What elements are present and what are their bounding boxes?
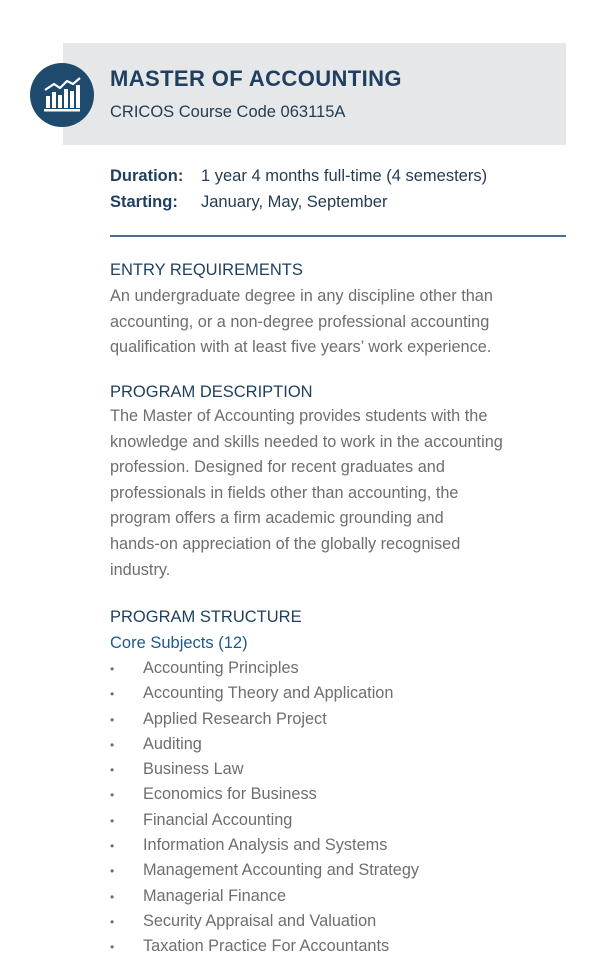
bullet: • bbox=[110, 839, 115, 854]
list-item bbox=[110, 707, 419, 732]
list-item bbox=[110, 858, 419, 883]
list-item bbox=[110, 732, 419, 757]
core-subjects-heading: Core Subjects (12) bbox=[110, 634, 248, 652]
text-line: professionals in fields other than accounting, the bbox=[110, 483, 459, 502]
subject-name: Accounting Theory and Application bbox=[143, 684, 394, 703]
text-line: profession. Designed for recent graduates and bbox=[110, 458, 445, 477]
subject-name: Management Accounting and Strategy bbox=[143, 861, 420, 880]
list-item bbox=[110, 934, 419, 959]
divider bbox=[110, 235, 566, 237]
duration-value: 1 year 4 months full-time (4 semesters) bbox=[201, 167, 488, 185]
course-badge bbox=[30, 63, 94, 127]
page-title: MASTER OF ACCOUNTING bbox=[110, 66, 402, 91]
duration-row bbox=[110, 167, 487, 186]
subject-name: Accounting Principles bbox=[143, 659, 299, 677]
list-item bbox=[110, 808, 419, 833]
list-item bbox=[110, 757, 419, 782]
text-line: An undergraduate degree in any discipline other than bbox=[110, 287, 493, 305]
subject-name: Applied Research Project bbox=[143, 709, 327, 728]
subject-name: Economics for Business bbox=[143, 785, 317, 804]
text-line: industry. bbox=[110, 560, 171, 579]
program-description-text bbox=[110, 404, 570, 583]
core-subjects-list bbox=[110, 656, 419, 960]
subject-name: Auditing bbox=[143, 734, 202, 753]
bullet: • bbox=[110, 687, 115, 702]
bullet: • bbox=[110, 737, 115, 752]
list-item bbox=[110, 884, 419, 909]
bullet: • bbox=[110, 813, 115, 828]
header-band bbox=[63, 43, 566, 145]
list-item bbox=[110, 681, 419, 706]
bullet: • bbox=[110, 864, 115, 879]
list-item bbox=[110, 656, 419, 681]
text-line: The Master of Accounting provides students with the bbox=[110, 407, 488, 425]
list-item bbox=[110, 833, 419, 858]
text-line: hands-on appreciation of the globally recognised bbox=[110, 534, 461, 553]
bullet: • bbox=[110, 914, 115, 929]
bullet: • bbox=[110, 788, 115, 803]
list-item bbox=[110, 782, 419, 807]
subject-name: Business Law bbox=[143, 760, 244, 779]
text-line: qualification with at least five years’ work experience. bbox=[110, 338, 492, 357]
bullet: • bbox=[110, 763, 115, 778]
starting-label: Starting: bbox=[110, 193, 178, 211]
text-line: program offers a firm academic grounding and bbox=[110, 509, 444, 528]
subject-name: Security Appraisal and Valuation bbox=[143, 911, 377, 930]
program-structure-heading: PROGRAM STRUCTURE bbox=[110, 608, 302, 626]
bullet: • bbox=[110, 889, 115, 904]
subject-name: Managerial Finance bbox=[143, 886, 286, 905]
list-item bbox=[110, 909, 419, 934]
subject-name: Taxation Practice For Accountants bbox=[143, 937, 390, 956]
text-line: accounting, or a non-degree professional accounting bbox=[110, 312, 490, 331]
starting-value: January, May, September bbox=[201, 193, 388, 211]
duration-label: Duration: bbox=[110, 167, 184, 185]
subject-name: Financial Accounting bbox=[143, 810, 293, 829]
entry-requirements-text bbox=[110, 284, 570, 361]
bullet: • bbox=[110, 712, 115, 727]
program-description-heading: PROGRAM DESCRIPTION bbox=[110, 383, 313, 401]
bullet: • bbox=[110, 662, 115, 676]
entry-requirements-heading: ENTRY REQUIREMENTS bbox=[110, 261, 303, 279]
cricos-code: CRICOS Course Code 063115A bbox=[110, 103, 346, 121]
starting-row bbox=[110, 193, 387, 212]
subject-name: Information Analysis and Systems bbox=[143, 836, 388, 855]
bullet: • bbox=[110, 940, 115, 955]
text-line: knowledge and skills needed to work in the accounting bbox=[110, 432, 503, 451]
